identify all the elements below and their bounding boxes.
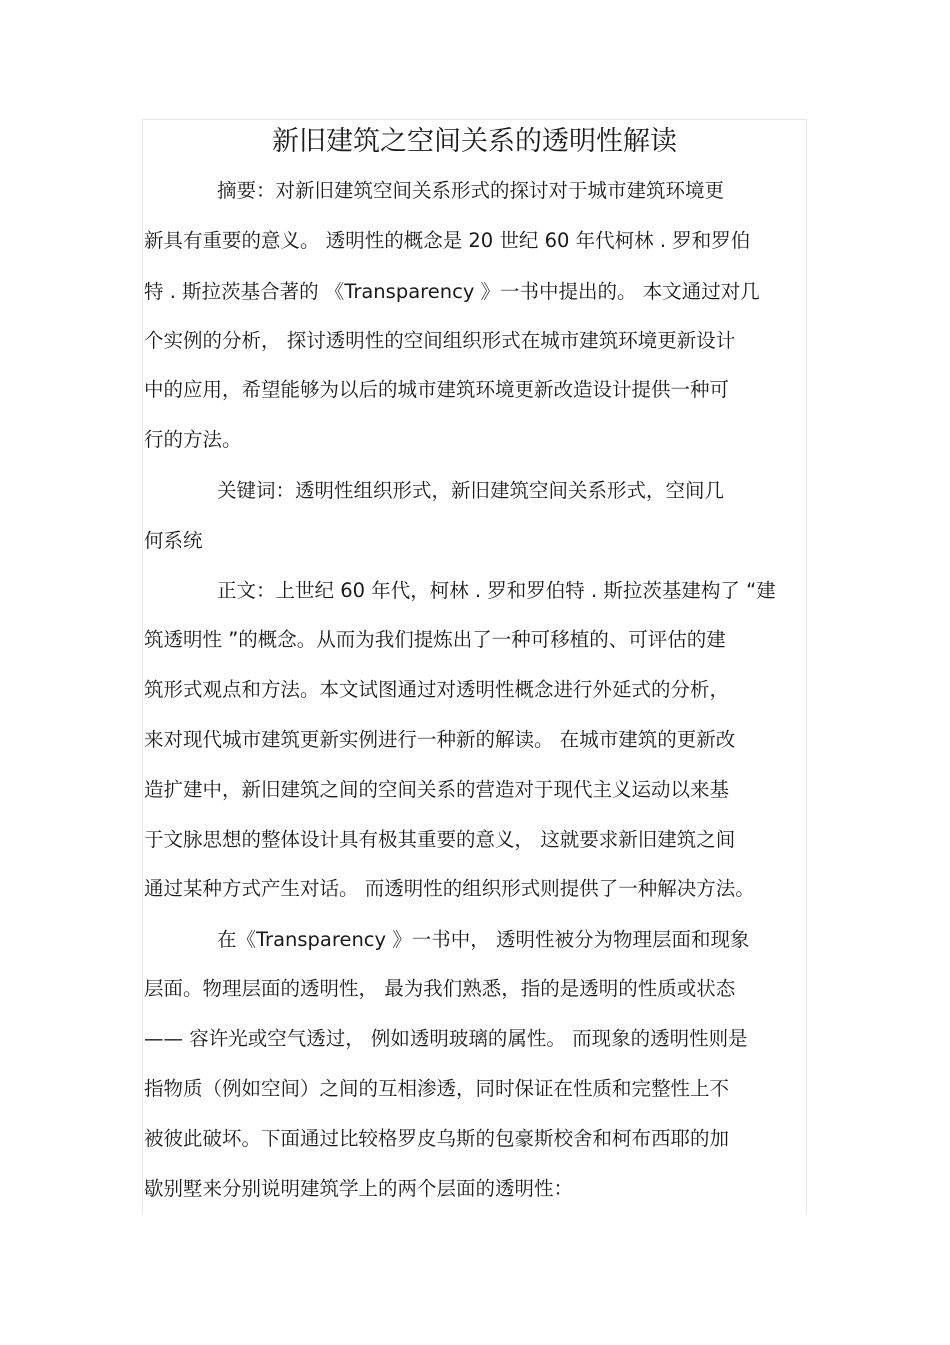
keywords-line: 关键词：透明性组织形式，新旧建筑空间关系形式，空间几 <box>217 479 725 502</box>
document-title: 新旧建筑之空间关系的透明性解读 <box>272 126 677 157</box>
body-line: 筑透明性 ”的概念。从而为我们提炼出了一种可移植的、可评估的建 <box>144 628 726 651</box>
body-line: 层面。物理层面的透明性， 最为我们熟悉，指的是透明的性质或状态 <box>144 977 736 1000</box>
body-line: 正文：上世纪 60 年代，柯林 . 罗和罗伯特 . 斯拉茨基建构了 “建 <box>217 579 776 602</box>
body-line: 来对现代城市建筑更新实例进行一种新的解读。 在城市建筑的更新改 <box>144 728 736 751</box>
body-line: 指物质（例如空间）之间的互相渗透，同时保证在性质和完整性上不 <box>144 1077 730 1100</box>
body-line: 被彼此破坏。下面通过比较格罗皮乌斯的包豪斯校舍和柯布西耶的加 <box>144 1127 730 1150</box>
abstract-line: 新具有重要的意义。 透明性的概念是 20 世纪 60 年代柯林 . 罗和罗伯 <box>144 229 751 252</box>
body-line: 筑形式观点和方法。本文试图通过对透明性概念进行外延式的分析， <box>144 678 730 701</box>
body-line: 歇别墅来分别说明建筑学上的两个层面的透明性： <box>144 1177 574 1200</box>
body-line: 于文脉思想的整体设计具有极其重要的意义， 这就要求新旧建筑之间 <box>144 828 736 851</box>
body-line: 通过某种方式产生对话。 而透明性的组织形式则提供了一种解决方法。 <box>144 877 755 900</box>
keywords-line: 何系统 <box>144 529 203 552</box>
abstract-line: 特 . 斯拉茨基合著的 《Transparency 》一书中提出的。 本文通过对几 <box>144 280 760 303</box>
abstract-line: 个实例的分析， 探讨透明性的空间组织形式在城市建筑环境更新设计 <box>144 329 736 352</box>
abstract-line: 中的应用，希望能够为以后的城市建筑环境更新改造设计提供一种可 <box>144 378 730 401</box>
abstract-line: 摘要：对新旧建筑空间关系形式的探讨对于城市建筑环境更 <box>217 179 725 202</box>
body-line: 造扩建中，新旧建筑之间的空间关系的营造对于现代主义运动以来基 <box>144 778 730 801</box>
body-line: 在《Transparency 》一书中， 透明性被分为物理层面和现象 <box>217 928 750 951</box>
body-line: —— 容许光或空气透过， 例如透明玻璃的属性。 而现象的透明性则是 <box>144 1027 748 1050</box>
abstract-line: 行的方法。 <box>144 428 242 451</box>
